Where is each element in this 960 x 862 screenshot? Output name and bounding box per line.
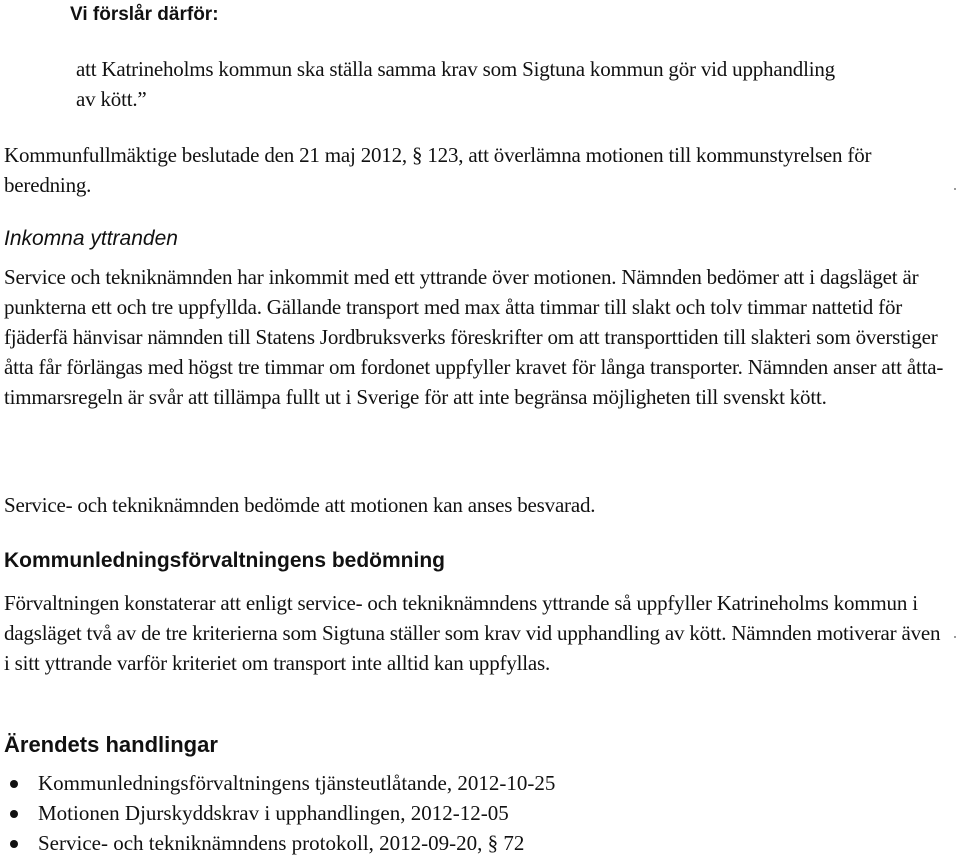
bullet-icon <box>10 780 18 788</box>
scan-speck <box>954 188 956 190</box>
list-item-text: Kommunledningsförvaltningens tjänsteutlåtande, 2012-10-25 <box>38 771 556 795</box>
statements-paragraph-1: Service och tekniknämnden har inkommit med ett yttrande över motionen. Nämnden bedömer att i dagsläget är punkterna ett och tre uppfyllda. Gällande transport med max åtta timmar till slakt och tolv timmar nattetid för fjäderfä hänvisar nämnden till Statens Jordbruksverks föreskrifter om att transporttiden till slakteri som överstiger åtta får förlängas med högst tre timmar om fordonet uppfyller kravet för långa transporter. Nämnden anser att åtta-timmarsregeln är svår att tillämpa fullt ut i Sverige för att inte begränsa möjligheten till svenskt kött. <box>4 265 944 409</box>
assessment-heading: Kommunledningsförvaltningens bedömning <box>4 549 445 572</box>
documents-heading: Ärendets handlingar <box>4 732 218 757</box>
documents-list <box>0 768 555 858</box>
assessment-paragraph: Förvaltningen konstaterar att enligt service- och tekniknämndens yttrande så uppfyller Katrineholms kommun i dagsläget två av de tre kriterierna som Sigtuna ställer som krav vid upphandling av kött. Nämnden motiverar även i sitt yttrande varför kriteriet om transport inte alltid kan uppfyllas. <box>4 591 941 675</box>
list-item-text: Motionen Djurskyddskrav i upphandlingen, 2012-12-05 <box>38 801 509 825</box>
bullet-icon <box>10 810 18 818</box>
bullet-icon <box>10 840 18 848</box>
scan-speck <box>954 636 956 638</box>
list-item-text: Service- och tekniknämndens protokoll, 2012-09-20, § 72 <box>38 831 525 855</box>
proposal-text: att Katrineholms kommun ska ställa samma krav som Sigtuna kommun gör vid upphandling av kött.” <box>76 57 835 111</box>
list-item <box>0 768 555 798</box>
decision-paragraph: Kommunfullmäktige beslutade den 21 maj 2012, § 123, att överlämna motionen till kommunstyrelsen för beredning. <box>4 143 872 197</box>
statements-heading: Inkomna yttranden <box>4 227 178 250</box>
statements-paragraph-2: Service- och tekniknämnden bedömde att motionen kan anses besvarad. <box>4 493 596 517</box>
proposal-heading: Vi förslår därför: <box>70 4 219 25</box>
list-item <box>0 798 555 828</box>
list-item <box>0 828 555 858</box>
